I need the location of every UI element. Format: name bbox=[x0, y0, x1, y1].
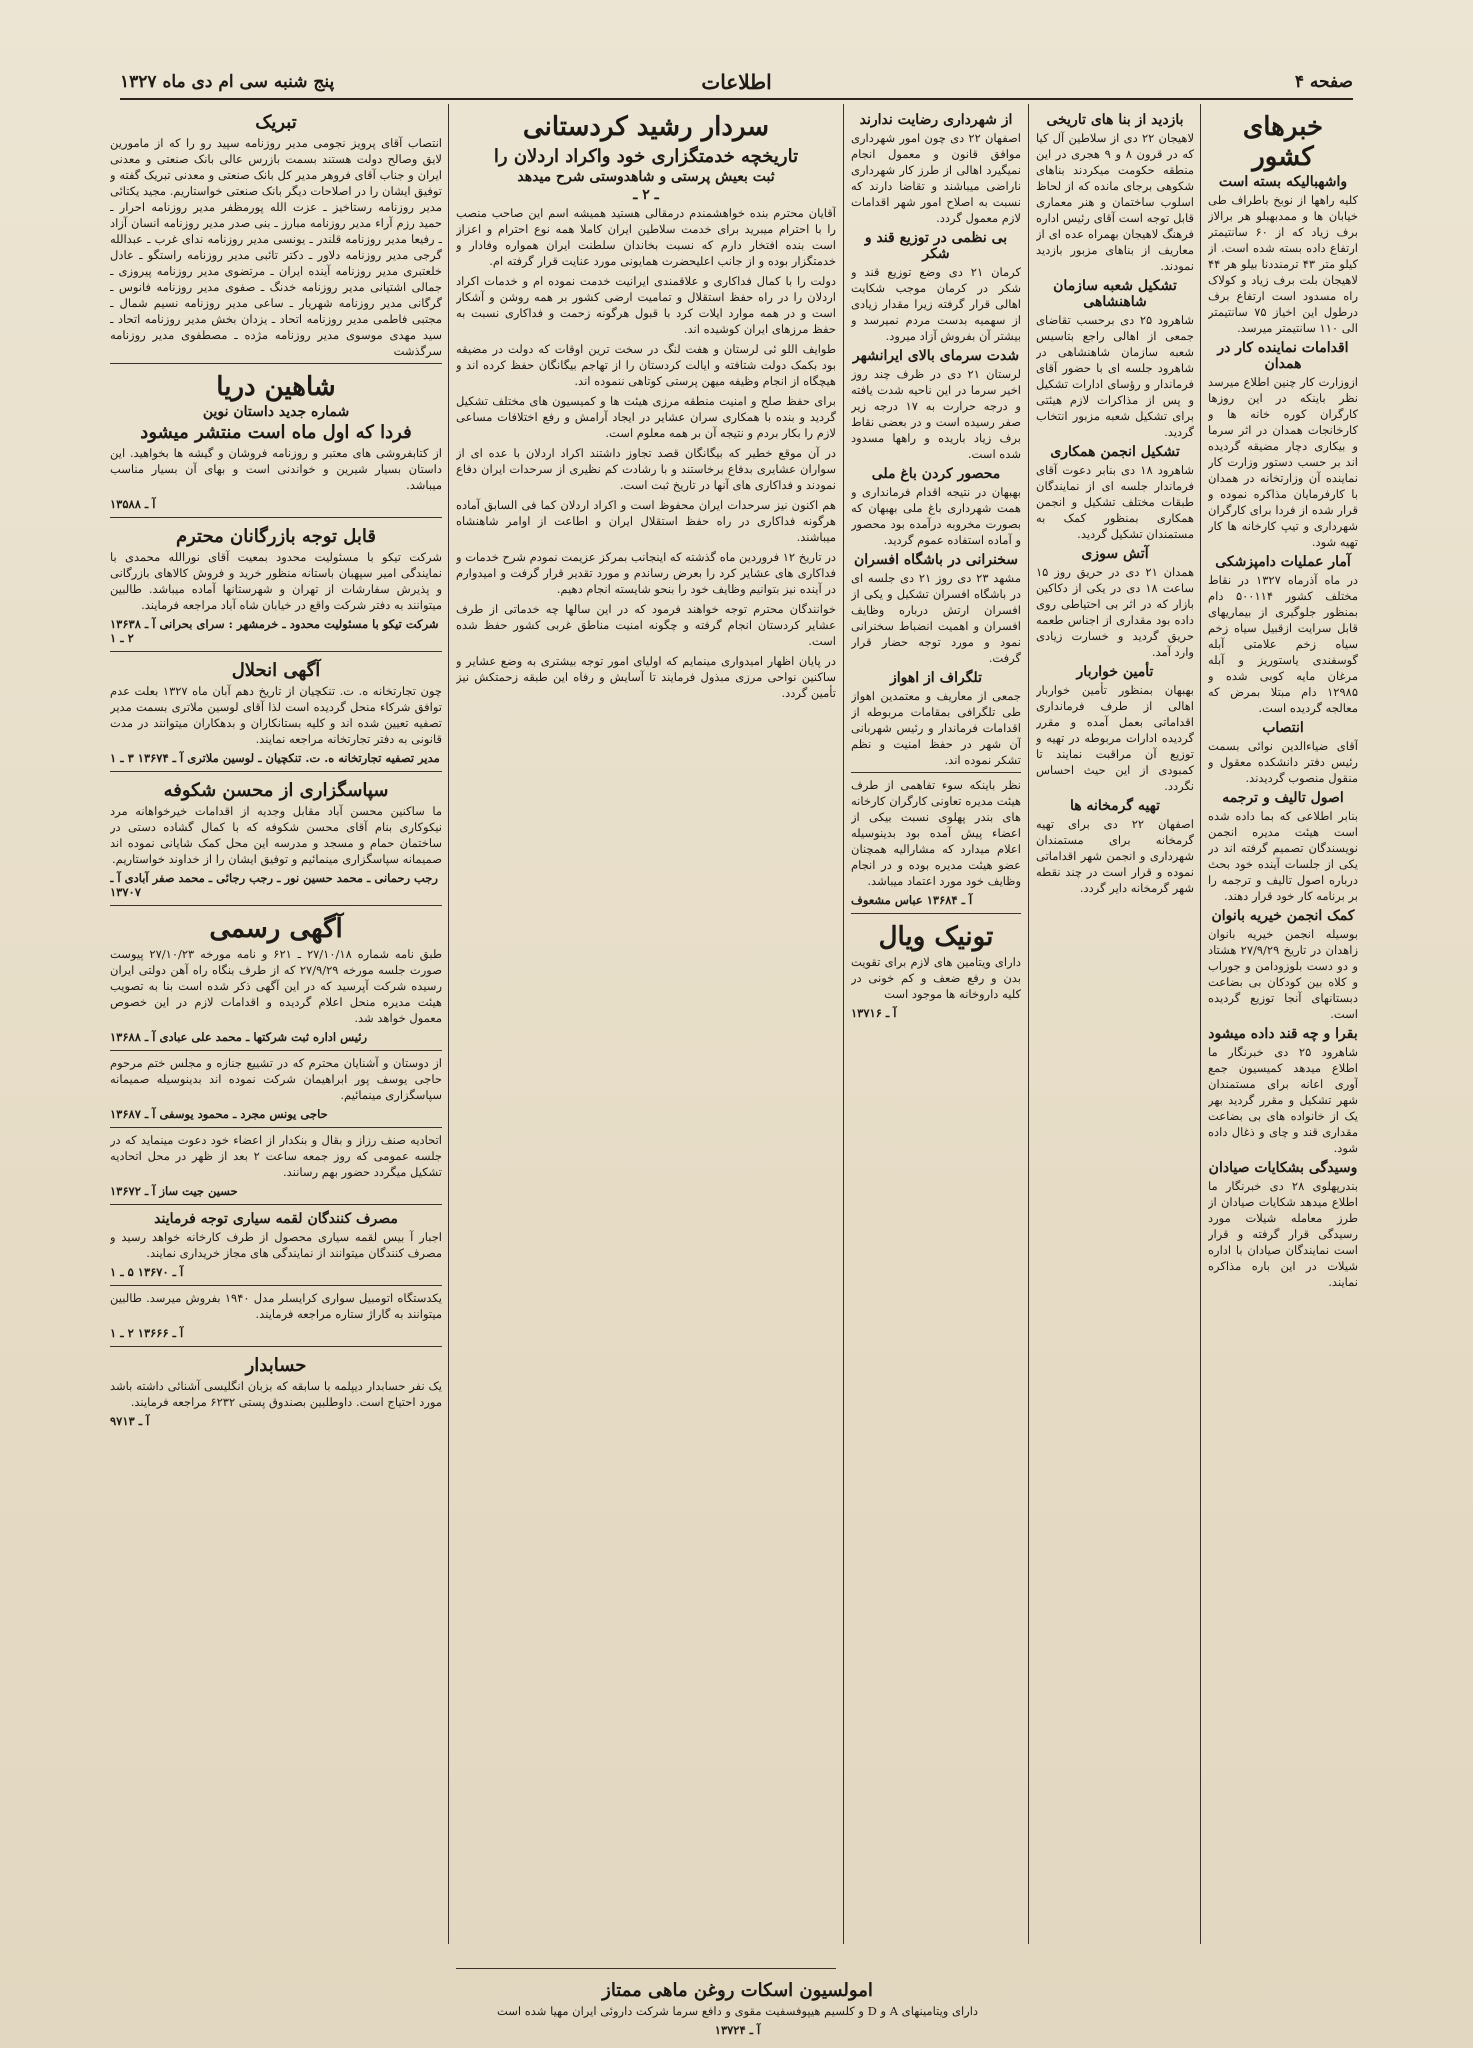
headline: از شهرداری رضایت ندارند bbox=[859, 112, 1013, 128]
headline: آمار عملیات دامپزشکی bbox=[1215, 554, 1351, 570]
ad-subtitle: فردا که اول ماه است منتشر میشود bbox=[140, 422, 412, 443]
article-paragraph: در تاریخ ۱۲ فروردین ماه گذشته که اینجانب بمرکز عزیمت نمودم شرح خدمات و فداکاری های عشایر کرد را بعرض رساندم و مورد تقدیر قرار گرفت و امیدوارم در آینده نیز بتوانیم وظایف خود را بنحو شایسته انجام دهیم. bbox=[456, 550, 836, 596]
ad-tagline: شماره جدید داستان نوین bbox=[202, 404, 350, 420]
headline: واشهبالیکه بسته است bbox=[1218, 174, 1348, 190]
ad-text: از کتابفروشی های معتبر و روزنامه فروشان و گیشه ها بخواهید. این داستان بسیار شیرین و خواندنی است و بهای آن بسیار مناسب میباشد. bbox=[110, 446, 442, 492]
notice-text: طبق نامه شماره ۲۷/۱۰/۱۸ ـ ۶۲۱ و نامه مورخه ۲۷/۱۰/۲۳ پیوست صورت جلسه مورخه ۲۷/۹/۲۹ که از طرف بنگاه راه آهن دولتی ایران رسیده شرکت آپرسید که در این آگهی ذکر شده است بنا به تصویب هیئت مدیره منحل اعلام گردیده و اقدامات لازم در این خصوص معمول خواهد شد. bbox=[110, 947, 442, 1025]
article-text: لاهیجان ۲۲ دی از سلاطین آل کیا که در قرون ۸ و ۹ هجری در این منطقه حکومت میکردند بناهای شکوهی برجای مانده که از لحاظ اسلوب ساختمان و هنر معماری قابل توجه است آقای رئیس اداره فرهنگ لاهیجان بهمراه عده ای از معاریف از بناهای مزبور بازدید نمودند. bbox=[1036, 131, 1194, 273]
ad-text: دارای ویتامین های لازم برای تقویت بدن و رفع ضعف و کم خونی در کلیه داروخانه ها موجود است bbox=[851, 955, 1021, 1001]
headline: بازدید از بنا های تاریخی bbox=[1046, 112, 1184, 128]
advertisement-shahin-darya bbox=[110, 363, 442, 511]
signature: شرکت تیکو با مسئولیت محدود ـ خرمشهر : سرای بحرانی آ ـ ۱۳۶۳۸ ۲ ـ ۱ bbox=[110, 617, 439, 645]
article-text: شاهرود ۲۵ دی برحسب تقاضای جمعی از اهالی راجع بتاسیس شعبه سازمان شاهنشاهی در شاهرود جلسه ای با حضور آقای فرماندار و رؤسای ادارات تشکیل و پس از مذاکرات لازم هیئتی برای تشکیل شعبه مزبور انتخاب گردید. bbox=[1036, 313, 1194, 439]
headline: اصول تالیف و ترجمه bbox=[1222, 790, 1344, 806]
column-notices bbox=[110, 108, 442, 1968]
column-city-news bbox=[851, 110, 1021, 1950]
article-paragraph: دولت را با کمال فداکاری و علاقمندی ایرانیت خدمت نموده ام و خدمات اکراد اردلان را در راه حفظ استقلال و تمامیت ارضی کشور بر همه روشن و آشکار است و در همه موارد ایلات کرد با قبول هرگونه زحمت و فداکاری نسبت به حفظ مرزهای ایران کوشیده اند. bbox=[456, 274, 836, 336]
article-byline: ثبت بعیش پرستی و شاهدوستی شرح میدهد bbox=[517, 169, 775, 185]
headline: اقدامات نماینده کار در همدان bbox=[1217, 340, 1349, 372]
headline: بقرا و چه قند داده میشود bbox=[1208, 1026, 1358, 1042]
headline: انتصاب bbox=[1262, 720, 1304, 736]
notice-official bbox=[110, 905, 442, 1044]
notice-text: شرکت تیکو با مسئولیت محدود بمعیت آقای نورالله محمدی با نمایندگی امیر سپهبان باستانه منظور خرید و فروش کالاهای بازرگانی و پذیرش سفارشات از تهران و شهرستانها آماده میباشد. طالبین میتوانند به دفتر شرکت واقع در خیابان شاه آباد مراجعه فرمایند. bbox=[110, 550, 442, 612]
ad-title: شاهین دریا bbox=[216, 372, 336, 402]
notice-text: انتصاب آقای پرویز نجومی مدیر روزنامه سپید رو را که از مامورین لایق وصالح دولت هستند بسمت بازرس عالی بانک صنعتی و معدنی ایران و جناب آقای فروهر مدیر کل بانک صنعتی و معدنی تبریک گفته و توفیق ایشان را در اصلاحات دیگر بانک صنعتی خواستاریم. مجید یکتائی مدیر روزنامه رستاخیز ـ عزت الله پورمظفر مدیر روزنامه احرار ـ حمید رزم آراء مدیر روزنامه مبارز ـ بنی صدر مدیر روزنامه انسان آزاد ـ رفیعا مدیر روزنامه قلندر ـ یونسی مدیر روزنامه ندای غرب ـ عبدالله گرجی مدیر روزنامه دلاور ـ دکتر تائبی مدیر روزنامه راستگو ـ عادل خلعتبری مدیر روزنامه آینده ایران ـ مرتضوی مدیر روزنامه پیروزی ـ جمالی اشتیانی مدیر روزنامه خدنگ ـ صفوی مدیر روزنامه فانوس ـ گرگانی مدیر روزنامه شهریار ـ ساعی مدیر روزنامه نسیم شمال ـ مجتبی فاطمی مدیر روزنامه اتحاد ـ یزدان بخش مدیر روزنامه اتحاد ـ سید مهدی موسوی مدیر روزنامه مژده ـ مصطفوی مدیر روزنامه سرگذشت bbox=[110, 136, 442, 358]
column-divider bbox=[1028, 104, 1029, 1944]
headline: سخنرانی در باشگاه افسران bbox=[854, 552, 1018, 568]
headline: سپاسگزاری از محسن شکوفه bbox=[163, 780, 389, 801]
ad-title: امولسیون اسکات روغن ماهی ممتاز bbox=[602, 1980, 873, 2001]
notice-text: اتحادیه صنف رزاز و بقال و بنکدار از اعضاء خود دعوت مینماید که در جلسه عمومی که روز جمعه ساعت ۲ بعد از ظهر در محل اتحادیه تشکیل میگردد حضور بهم رسانند. bbox=[110, 1133, 442, 1179]
notice-thanks bbox=[110, 771, 442, 899]
headline: تبریک bbox=[255, 112, 297, 133]
article-paragraph: طوایف اللو ئی لرستان و هفت لنگ در سخت ترین اوقات که دولت در مضیقه بود بکمک دولت شتافته و ایالت کردستان را از تهاجم بیگانگان حفظ کرده اند و هیچگاه از انجام وظیفه میهن پرستی کوتاهی ننموده اند. bbox=[456, 342, 836, 388]
column-divider bbox=[843, 104, 844, 1944]
signature: آ ـ ۱۳۶۸۴ عباس مشعوف bbox=[851, 893, 973, 907]
article-text: اصفهان ۲۲ دی چون امور شهرداری موافق قانون و معمول انجام نمیگیرد اهالی از طرز کار شهرداری ناراضی میباشند و تقاضا دارند که نسبت به اصلاح امور شهر اقدامات لازم معمول گردد. bbox=[851, 131, 1021, 225]
signature: آ ـ ۱۳۶۷۰ ۵ ـ ۱ bbox=[110, 1265, 184, 1279]
headline: محصور کردن باغ ملی bbox=[871, 466, 1001, 482]
column-divider bbox=[1200, 104, 1201, 1944]
column-regional-news bbox=[1036, 110, 1194, 1950]
ad-text: دارای ویتامینهای A و D و کلسیم هیپوفسفیت مقوی و دافع سرما شرکت داروئی ایران مهیا شده است bbox=[496, 2004, 979, 2018]
article-text: کرمان ۲۱ دی وضع توزیع قند و شکر در کرمان موجب شکایت اهالی قرار گرفته زیرا مقدار زیادی از سهمیه بدست مردم نمیرسد و بیشتر آن بفروش آزاد میرود. bbox=[851, 265, 1021, 343]
article-text: در ماه آذرماه ۱۳۲۷ در نقاط مختلف کشور ۵۰۰۱۱۴ دام بمنظور جلوگیری از بیماریهای قابل سرایت ازقبیل سیاه زخم سیاه زخم علامتی آبله گوسفندی یاستوریز و آبله مرغان مایه کوبی شده و ۱۲۹۸۵ دام مبتلا بمرض که معالجه گردیده است. bbox=[1208, 573, 1358, 715]
article-paragraph: آقایان محترم بنده خواهشمندم درمقالی هستید همیشه اسم این صاحب منصب را با احترام میبرید برای خدمت سلاطین ایران کاملا همه نوع احترام و اعزاز است بنده افتخار دارم که نسبت بخاندان سلطنت ایران همواره وفادار و خدمتگزار بوده و از جانب اعلیحضرت همایونی مورد عنایت قرار گرفته ام. bbox=[456, 206, 836, 268]
article-text: لرستان ۲۱ دی در ظرف چند روز اخیر سرما در این ناحیه شدت یافته و درجه حرارت به ۱۷ درجه زیر صفر رسیده است و در بعضی نقاط برف زیاد باریده و راهها مسدود شده است. bbox=[851, 367, 1021, 461]
notice-dissolution bbox=[110, 651, 442, 765]
signature: آ ـ ۹۷۱۳ bbox=[110, 1414, 150, 1428]
notice-merchants bbox=[110, 517, 442, 645]
signature: حاجی یونس مجرد ـ محمود یوسفی آ ـ ۱۳۶۸۷ bbox=[110, 1107, 328, 1121]
headline: تأمین خواربار bbox=[1076, 664, 1154, 680]
notice-union bbox=[110, 1127, 442, 1198]
article-text: شاهرود ۲۵ دی خبرنگار ما اطلاع میدهد کمیسیون جمع آوری اعانه برای مستمندان شهر تشکیل و مقرر گردید بهر یک از خانواده های بی بضاعت مقداری قند و چای و ذغال داده شود. bbox=[1208, 1045, 1358, 1155]
headline: مصرف کنندگان لقمه سیاری توجه فرمایند bbox=[154, 1211, 398, 1227]
article-paragraph: برای حفظ صلح و امنیت منطقه مرزی هیئت ها و کمیسیون های مختلف تشکیل گردید و بنده با همکاری سران عشایر در ایجاد آرامش و رفع اختلافات مساعی لازم را بکار بردم و نتیجه آن بر همه معلوم است. bbox=[456, 394, 836, 440]
ad-title: تونیک ویال bbox=[878, 922, 994, 952]
signature: رجب رحمانی ـ محمد حسین نور ـ رجب رجائی ـ محمد صفر آبادی آ ـ ۱۳۷۰۷ bbox=[110, 871, 438, 899]
headline: قابل توجه بازرگانان محترم bbox=[175, 526, 377, 547]
article-text: جمعی از معاریف و معتمدین اهواز طی تلگرافی بمقامات مربوطه از اقدامات فرماندار و رئیس شهربانی آن شهر در حفظ امنیت و نظم تشکر نموده اند. bbox=[851, 689, 1021, 767]
headline: تهیه گرمخانه ها bbox=[1069, 798, 1161, 814]
ad-divider bbox=[456, 1968, 836, 1969]
article-text: آقای ضیاءالدین نوائی بسمت رئیس دفتر دانشکده معقول و منقول منصوب گردیدند. bbox=[1208, 739, 1358, 785]
article-paragraph: در پایان اظهار امیدواری مینمایم که اولیای امور توجه بیشتری به وضع عشایر و ساکنین نواحی مرزی مبذول فرمایند تا آسایش و رفاه این طبقه زحمتکش نیز تأمین گردد. bbox=[456, 654, 836, 700]
article-text: بوسیله انجمن خیریه بانوان زاهدان در تاریخ ۲۷/۹/۲۹ هشتاد و دو دست بلوزودامن و جوراب و کلاه بین کودکان بی بضاعت دبستانهای آنجا توزیع گردیده است. bbox=[1208, 927, 1358, 1021]
column-national-news bbox=[1208, 108, 1358, 1948]
page-number: صفحه ۴ bbox=[1294, 72, 1353, 92]
section-title: خبرهای کشور bbox=[1242, 112, 1324, 172]
notice-box bbox=[851, 772, 1021, 907]
signature: حسین جیت ساز آ ـ ۱۳۶۷۲ bbox=[110, 1184, 238, 1198]
article-part: ـ ۲ ـ bbox=[633, 187, 659, 203]
signature: مدیر تصفیه تجارتخانه ه. ت. تنکچیان ـ لوسین ملاتری آ ـ ۱۳۶۷۴ ۳ ـ ۱ bbox=[110, 751, 440, 765]
notice-text: نظر باینکه سوء تفاهمی از طرف هیئت مدیره تعاونی کارگران کارخانه های بندر پهلوی نسبت بیکی از اعضاء پیش آمده بود بدینوسیله اعلام میدارد که مشارالیه همچنان عضو هیئت مدیره بوده و در انجام وظایف خود مورد اعتماد میباشد. bbox=[851, 778, 1021, 888]
signature: رئیس اداره ثبت شرکتها ـ محمد علی عبادی آ ـ ۱۳۶۸۸ bbox=[110, 1030, 368, 1044]
article-text: بندرپهلوی ۲۸ دی خبرنگار ما اطلاع میدهد شکایات صیادان از طرز معامله شیلات مورد رسیدگی قرار گرفته و قرار است نمایندگان صیادان با اداره شیلات در این باره مذاکره نمایند. bbox=[1208, 1179, 1358, 1289]
article-text: ازوزارت کار چنین اطلاع میرسد نظر باینکه در این روزها کارگران کوره خانه ها و کارخانجات همدان در اثر سرما و بیکاری دچار مضیقه گردیده اند بر حسب دستور وزارت کار نماینده آن وزارتخانه در همدان با کارفرمایان مذاکره نموده و قرار شده از فردا برای کارگران شهرداری و تیپ کارخانه ها کار تهیه شود. bbox=[1208, 375, 1358, 549]
article-text: شاهرود ۱۸ دی بنابر دعوت آقای فرماندار جلسه ای از نمایندگان طبقات مختلف تشکیل و انجمن همکاری بمنظور کمک به مستمندان تشکیل گردید. bbox=[1036, 463, 1194, 541]
article-text: مشهد ۲۳ دی روز ۲۱ دی جلسه ای در باشگاه افسران تشکیل و یکی از افسران ارتش درباره وظایف افسران و اهمیت انضباط سخنرانی نمود و مورد توجه حضار قرار گرفت. bbox=[851, 571, 1021, 665]
headline: تشکیل شعبه سازمان شاهنشاهی bbox=[1053, 278, 1177, 310]
ad-code: آ ـ ۱۳۷۲۴ bbox=[714, 2023, 761, 2037]
notice-car-sale bbox=[110, 1285, 442, 1340]
headline: آگهی انحلال bbox=[231, 660, 321, 681]
headline: بی نظمی در توزیع قند و شکر bbox=[864, 230, 1008, 262]
headline: وسیدگی بشکایات صیادان bbox=[1208, 1160, 1358, 1176]
headline: کمک انجمن خیریه بانوان bbox=[1211, 908, 1355, 924]
advertisement bbox=[851, 913, 1021, 1020]
headline: آتش سوزی bbox=[1081, 546, 1149, 562]
article-title: سردار رشید کردستانی bbox=[522, 112, 770, 142]
headline: حسابدار bbox=[245, 1355, 307, 1376]
headline: شدت سرمای بالای ایرانشهر bbox=[852, 348, 1020, 364]
article-text: بهبهان بمنظور تأمین خواربار اهالی از طرف فرمانداری اقداماتی بعمل آمده و مقرر گردیده ادارات مربوطه در تهیه و توزیع آن مراقبت نمایند تا کمبودی از این حیث احساس نگردد. bbox=[1036, 683, 1194, 793]
notice-condolence bbox=[110, 1050, 442, 1121]
article-text: بنابر اطلاعی که بما داده شده است هیئت مدیره انجمن نویسندگان تصمیم گرفته اند در یکی از جلسات آینده خود بحث درباره اصول تالیف و ترجمه را بر برنامه کار خود قرار دهند. bbox=[1208, 809, 1358, 903]
ad-code: آ ـ ۱۳۵۸۸ bbox=[110, 497, 156, 511]
issue-date: پنج شنبه سی ام دی ماه ۱۳۲۷ bbox=[120, 72, 335, 92]
notice-text: یک نفر حسابدار دیپلمه با سابقه که بزبان انگلیسی آشنائی داشته باشد مورد احتیاج است. داوطلبین بصندوق پستی ۶۲۳۲ مراجعه فرمایند. bbox=[110, 1379, 442, 1409]
article-text: همدان ۲۱ دی در حریق روز ۱۵ ساعت ۱۸ دی در یکی از دکاکین بازار که در اثر بی احتیاطی روی داده بود مقداری از اجناس طعمه حریق گردید و خسارت زیادی وارد آمد. bbox=[1036, 565, 1194, 659]
headline: تشکیل انجمن همکاری bbox=[1050, 444, 1180, 460]
article-text: بهبهان در نتیجه اقدام فرمانداری و همت شهرداری باغ ملی بهبهان که بصورت مخروبه درآمده بود محصور و آماده استفاده عموم گردید. bbox=[851, 485, 1021, 547]
notice-text: یکدستگاه اتومبیل سواری کرایسلر مدل ۱۹۴۰ بفروش میرسد. طالبین میتوانند به گاراژ ستاره مراجعه فرمایند. bbox=[110, 1291, 442, 1321]
signature: آ ـ ۱۳۶۶۶ ۲ ـ ۱ bbox=[110, 1326, 184, 1340]
article-paragraph: در آن موقع خطیر که بیگانگان قصد تجاوز داشتند اکراد اردلان با عده ای از سواران عشایری بدفاع برخاستند و با رشادت کم نظیری از سرحدات ایران دفاع نمودند و فداکاری های آنها در تاریخ ثبت است. bbox=[456, 446, 836, 492]
notice-accountant bbox=[110, 1346, 442, 1428]
notice-text: اجبار آ بیس لقمه سیاری محصول از طرف کارخانه خواهد رسید و مصرف کنندگان میتوانند از نمایندگی های مجاز خریداری نمایند. bbox=[110, 1230, 442, 1260]
notice-text: از دوستان و آشنایان محترم که در تشییع جنازه و مجلس ختم مرحوم حاجی یوسف پور ابراهیمان شرکت نموده اند بدینوسیله صمیمانه سپاسگزاری مینمائیم. bbox=[110, 1056, 442, 1102]
article-text: اصفهان ۲۲ دی برای تهیه گرمخانه برای مستمندان شهرداری و انجمن شهر اقداماتی نموده و قرار است در چند نقطه شهر گرمخانه دایر گردد. bbox=[1036, 817, 1194, 895]
article-subtitle: تاریخچه خدمتگزاری خود واکراد اردلان را bbox=[493, 146, 799, 167]
notice-text: چون تجارتخانه ه. ت. تنکچیان از تاریخ دهم آبان ماه ۱۳۲۷ بعلت عدم توافق شرکاء منحل گردیده است لذا آقای لوسین ملاتری بسمت مدیر تصفیه تعیین شده اند و کلیه بستانکاران و بدهکاران میتوانند در مدت قانونی به دفتر تجارتخانه مراجعه نمایند. bbox=[110, 684, 442, 746]
masthead bbox=[120, 64, 1353, 100]
notice-text: ما ساکنین محسن آباد مقابل وجدیه از اقدامات خیرخواهانه مرد نیکوکاری بنام آقای محسن شکوفه که با کمال گشاده دستی در ساختمان حمام و مسجد و مدرسه این محل کمک شایانی نموده اند صمیمانه سپاسگزاری مینمائیم و توفیق ایشان را از خداوند خواستاریم. bbox=[110, 804, 442, 866]
column-divider bbox=[448, 104, 449, 1944]
advertisement-scott-emulsion bbox=[456, 1976, 1019, 2036]
article-paragraph: خوانندگان محترم توجه خواهند فرمود که در این سالها چه خدماتی از طرف عشایر کردستان انجام گرفته و چگونه امنیت مناطق غربی کشور حفظ شده است. bbox=[456, 602, 836, 648]
column-feature-article bbox=[456, 108, 836, 1968]
article-paragraph: هم اکنون نیز سرحدات ایران محفوظ است و اکراد اردلان کما فی السابق آماده هرگونه فداکاری در راه حفظ استقلال ایران و اطاعت از اوامر شاهنشاه میباشند. bbox=[456, 498, 836, 544]
paper-name: اطلاعات bbox=[701, 70, 772, 94]
ad-code: آ ـ ۱۳۷۱۶ bbox=[851, 1006, 897, 1020]
article-text: کلیه راهها از نوبخ باطراف طی خیابان ها و ممدبهبلو هر برالاز برف زیاد که از ۶۰ سانتیمتر ارتفاع داده بسته شده است. از کیلو متر ۴۳ ترمنددنا بیلو هر ۴۴ لاهیجان بلت برف زیاد و کولاک راه مسدود است ارتفاع برف درطول این اخیاز ۷۵ سانتیمتر الی ۱۱۰ سانتیمتر میرسد. bbox=[1208, 193, 1358, 335]
notice-consumers bbox=[110, 1204, 442, 1279]
headline: تلگراف از اهواز bbox=[890, 670, 982, 686]
headline: آگهی رسمی bbox=[209, 914, 343, 944]
